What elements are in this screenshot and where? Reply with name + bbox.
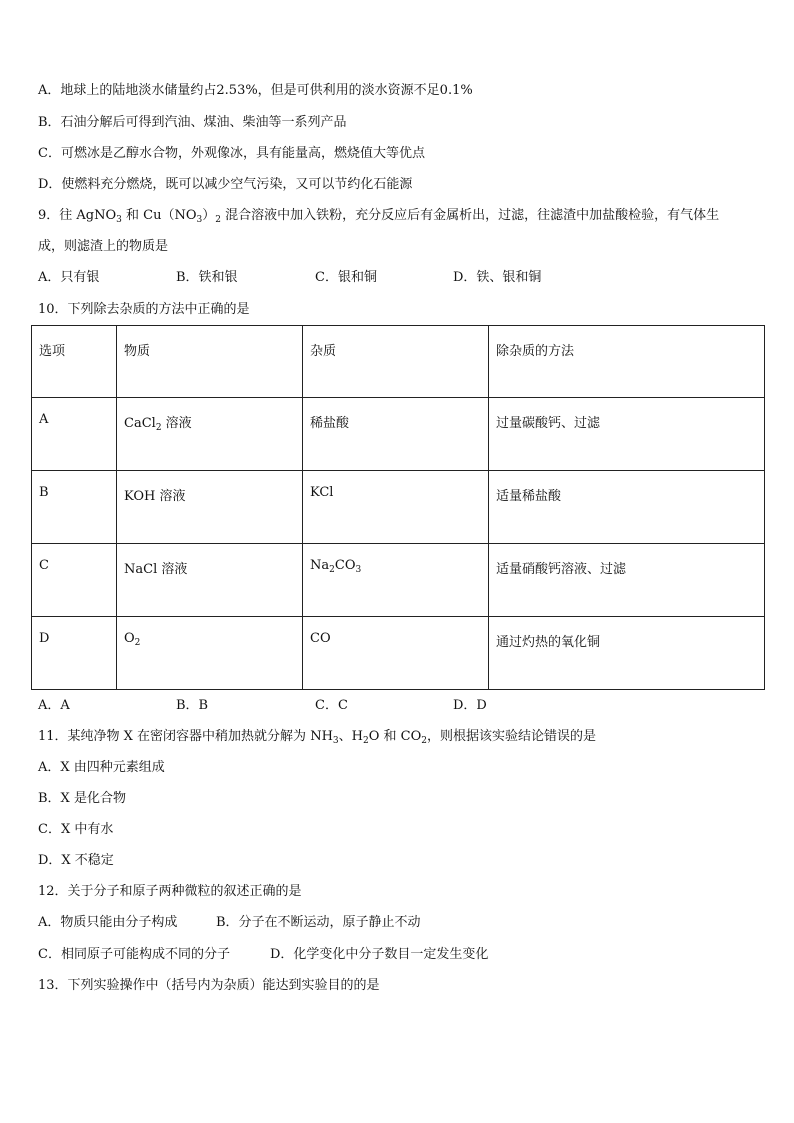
formula-sub: 3: [355, 565, 362, 575]
header-substance: 物质: [117, 326, 303, 398]
q8-option-c: C．可燃冰是乙醇水合物，外观像冰，具有能量高，燃烧值大等优点: [38, 146, 425, 161]
q11-option-d: D．X 不稳定: [38, 853, 114, 868]
row-substance: KOH 溶液: [117, 471, 303, 544]
q9-stem-part: 和 Cu（NO: [121, 208, 197, 223]
table-row: [32, 544, 765, 617]
q11-option-c: C．X 中有水: [38, 822, 114, 837]
formula-part: CO: [334, 558, 356, 573]
q12-option-a: A．物质只能由分子构成: [38, 915, 178, 930]
q9-option-a: A．只有银: [38, 270, 100, 285]
row-option: B: [32, 471, 117, 544]
q11-option-b: B．X 是化合物: [38, 791, 126, 806]
row-impurity: 稀盐酸: [303, 398, 489, 471]
q13-stem: 13．下列实验操作中（括号内为杂质）能达到实验目的的是: [38, 978, 380, 993]
q9-stem-part: 9．往 AgNO: [38, 208, 117, 223]
q9-stem-part: ）: [202, 208, 216, 223]
row-method: 适量硝酸钙溶液、过滤: [489, 544, 765, 617]
q11-sub: 3: [332, 736, 339, 746]
row-method: 过量碳酸钙、过滤: [489, 398, 765, 471]
q11-stem-part: O 和 CO: [368, 729, 422, 744]
row-option: C: [32, 544, 117, 617]
q10-option-a: A．A: [38, 698, 70, 713]
q8-option-a: A．地球上的陆地淡水储量约占2.53%，但是可供利用的淡水资源不足0.1%: [38, 83, 473, 98]
q9-stem-part: 混合溶液中加入铁粉，充分反应后有金属析出，过滤，往滤渣中加盐酸检验，有气体生: [221, 208, 720, 223]
row-substance: [117, 398, 303, 471]
q11-stem-part: 、H: [338, 729, 363, 744]
q9-option-b: B．铁和银: [176, 270, 238, 285]
formula-part: Na: [310, 558, 330, 573]
q12-option-c: C．相同原子可能构成不同的分子: [38, 947, 230, 962]
row-method: 适量稀盐酸: [489, 471, 765, 544]
q10-option-d: D．D: [453, 698, 487, 713]
table-header-row: [32, 326, 765, 398]
row-impurity: [303, 544, 489, 617]
q12-stem: 12．关于分子和原子两种微粒的叙述正确的是: [38, 884, 302, 899]
q9-sub: 3: [196, 215, 203, 225]
q11-option-a: A．X 由四种元素组成: [38, 760, 165, 775]
row-option: A: [32, 398, 117, 471]
q9-option-d: D．铁、银和铜: [453, 270, 542, 285]
q9-sub: 3: [116, 215, 122, 225]
formula-part: 溶液: [161, 416, 192, 431]
table-row: [32, 398, 765, 471]
q11-stem-part: ，则根据该实验结论错误的是: [426, 729, 596, 744]
row-substance: NaCl 溶液: [117, 544, 303, 617]
q8-option-d: D．使燃料充分燃烧，既可以减少空气污染，又可以节约化石能源: [38, 177, 413, 192]
q10-option-b: B．B: [176, 698, 209, 713]
header-method: 除杂质的方法: [489, 326, 765, 398]
q8-option-b: B．石油分解后可得到汽油、煤油、柴油等一系列产品: [38, 115, 347, 130]
row-option: D: [32, 617, 117, 690]
q11-sub: 2: [362, 736, 369, 746]
q9-option-c: C．银和铜: [315, 270, 377, 285]
table-row: [32, 471, 765, 544]
formula-sub: 2: [329, 565, 335, 575]
q9-sub: 2: [215, 215, 221, 225]
row-impurity: KCl: [303, 471, 489, 544]
q10-stem: 10．下列除去杂质的方法中正确的是: [38, 302, 250, 317]
q9-stem-line2: 成，则滤渣上的物质是: [38, 239, 169, 254]
formula-part: O: [124, 631, 135, 646]
row-substance: [117, 617, 303, 690]
formula-sub: 2: [155, 423, 162, 433]
q11-stem-part: 11．某纯净物 X 在密闭容器中稍加热就分解为 NH: [38, 729, 333, 744]
q10-table: [31, 325, 765, 690]
q9-stem: [38, 207, 719, 225]
header-option: 选项: [32, 326, 117, 398]
table-row: [32, 617, 765, 690]
row-impurity: CO: [303, 617, 489, 690]
q12-option-d: D．化学变化中分子数目一定发生变化: [270, 947, 489, 962]
q12-option-b: B．分子在不断运动，原子静止不动: [216, 915, 421, 930]
formula-part: CaCl: [124, 416, 156, 431]
q10-option-c: C．C: [315, 698, 348, 713]
header-impurity: 杂质: [303, 326, 489, 398]
row-method: 通过灼热的氧化铜: [489, 617, 765, 690]
q11-stem: [38, 728, 596, 746]
q11-sub: 2: [421, 736, 427, 746]
formula-sub: 2: [134, 638, 141, 648]
